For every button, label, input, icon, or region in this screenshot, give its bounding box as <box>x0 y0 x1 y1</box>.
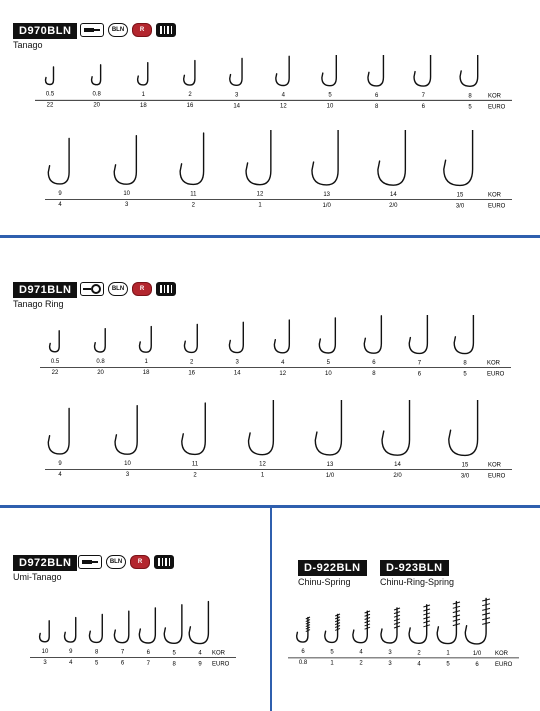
hook-shape <box>274 320 289 353</box>
euro-label: EURO <box>212 661 230 668</box>
kor-size-label: 7 <box>120 649 125 656</box>
kor-size-label: 14 <box>389 192 397 199</box>
r-badge: R <box>132 282 152 296</box>
euro-size-label: 2 <box>191 202 196 209</box>
euro-size-label: 16 <box>188 370 196 377</box>
euro-size-label: 3/0 <box>460 473 470 480</box>
euro-size-label: 4 <box>58 201 62 208</box>
hook-shape <box>40 621 50 642</box>
euro-size-label: 4 <box>69 660 73 667</box>
euro-size-label: 22 <box>51 369 59 376</box>
kor-size-label: 15 <box>461 462 469 469</box>
kor-size-label: 1 <box>141 91 146 98</box>
kor-size-label: 7 <box>421 93 426 100</box>
kor-size-label: 2 <box>188 92 192 99</box>
euro-size-label: 7 <box>146 661 151 667</box>
size-row <box>0 600 270 680</box>
kor-size-label: 3 <box>388 650 392 656</box>
euro-size-label: 2/0 <box>389 203 398 210</box>
euro-size-label: 9 <box>198 661 202 668</box>
bln-badge: BLN <box>106 555 126 569</box>
euro-size-label: 20 <box>93 102 101 109</box>
hook-shape <box>114 136 136 184</box>
euro-size-label: 10 <box>324 371 332 377</box>
euro-label: EURO <box>488 104 506 111</box>
kor-size-label: 2 <box>417 650 421 657</box>
kor-size-label: 9 <box>58 190 62 197</box>
size-row <box>0 315 540 385</box>
hook-shape <box>315 400 341 455</box>
kor-size-label: 0.8 <box>92 91 101 98</box>
spade-end-icon <box>78 555 102 569</box>
hook-shape <box>114 611 128 643</box>
hook-shape <box>140 327 152 353</box>
hook-shape <box>95 329 106 352</box>
kor-size-label: 10 <box>123 191 131 198</box>
r-badge: R <box>130 555 150 569</box>
kor-size-label: 11 <box>190 191 197 198</box>
hook-shape <box>138 63 148 85</box>
euro-label: EURO <box>495 661 513 668</box>
euro-size-label: 3/0 <box>455 203 465 210</box>
hook-shape <box>364 316 381 353</box>
euro-size-label: 5 <box>94 660 99 667</box>
product-name: Tanago <box>13 40 43 50</box>
hook-shape <box>180 133 203 184</box>
kor-size-label: 12 <box>259 461 266 468</box>
feature-badges <box>80 282 176 296</box>
euro-size-label: 6 <box>421 104 426 111</box>
kor-size-label: 14 <box>394 462 401 469</box>
hook-shape <box>139 608 155 643</box>
size-row <box>0 400 540 490</box>
euro-size-label: 1/0 <box>325 472 335 479</box>
kor-size-label: 4 <box>359 649 363 656</box>
hook-shape <box>368 55 383 86</box>
hook-shape <box>89 614 102 642</box>
hook-shape <box>229 322 243 352</box>
euro-size-label: 20 <box>97 370 104 376</box>
kor-size-label: 15 <box>456 192 464 199</box>
hook-shape <box>444 130 473 185</box>
euro-size-label: 5 <box>463 371 467 378</box>
kor-size-label: 1/0 <box>472 650 482 657</box>
hook-shape <box>312 130 338 185</box>
size-row <box>0 55 540 115</box>
kor-size-label: 0.5 <box>50 358 60 365</box>
kor-size-label: 2 <box>189 359 194 366</box>
hook-shape <box>246 130 271 184</box>
size-row <box>0 130 540 220</box>
euro-size-label: 6 <box>120 660 125 667</box>
euro-size-label: 3 <box>125 472 130 479</box>
euro-size-label: 4 <box>417 661 421 668</box>
kor-size-label: 9 <box>58 460 62 467</box>
hook-shape <box>382 400 409 455</box>
euro-size-label: 1/0 <box>322 202 331 209</box>
euro-size-label: 14 <box>233 370 241 377</box>
euro-size-label: 8 <box>372 371 376 378</box>
hook-shape <box>92 65 101 85</box>
kor-size-label: 6 <box>372 360 376 367</box>
hook-shape <box>115 406 137 454</box>
product-code: D972BLN <box>13 555 77 571</box>
euro-size-label: 8 <box>374 103 379 110</box>
barcode-icon <box>156 23 176 37</box>
kor-size-label: 11 <box>191 461 199 468</box>
feature-badges <box>78 555 174 569</box>
kor-size-label: 4 <box>281 359 285 366</box>
euro-size-label: 2 <box>359 660 363 667</box>
kor-size-label: 10 <box>41 648 49 655</box>
euro-size-label: 22 <box>46 102 54 109</box>
hook-shape <box>230 58 242 85</box>
product-code: D-922BLN <box>298 560 367 576</box>
kor-size-label: 3 <box>235 359 239 366</box>
kor-label: KOR <box>487 360 501 367</box>
euro-size-label: 5 <box>468 104 472 111</box>
euro-size-label: 18 <box>139 102 147 109</box>
euro-size-label: 10 <box>326 103 334 110</box>
section-divider <box>0 235 540 238</box>
hook-shape <box>46 67 54 85</box>
euro-size-label: 6 <box>475 661 479 668</box>
product-name: Tanago Ring <box>13 299 64 309</box>
hook-shape <box>319 318 335 353</box>
hook-shape <box>449 400 478 455</box>
euro-size-label: 8 <box>172 661 176 668</box>
bln-badge: BLN <box>108 23 128 37</box>
euro-size-label: 3 <box>388 661 392 667</box>
euro-size-label: 14 <box>233 103 241 110</box>
kor-label: KOR <box>495 650 509 657</box>
size-row <box>270 595 540 685</box>
hook-shape <box>48 138 69 184</box>
kor-size-label: 8 <box>468 93 472 100</box>
euro-label: EURO <box>488 203 506 210</box>
euro-size-label: 3 <box>124 202 129 209</box>
euro-label: EURO <box>487 371 505 378</box>
hook-shape <box>414 55 431 86</box>
euro-size-label: 16 <box>186 103 194 110</box>
kor-size-label: 7 <box>417 360 422 367</box>
kor-size-label: 10 <box>124 461 131 468</box>
hook-shape <box>276 56 289 85</box>
hook-shape <box>65 618 76 643</box>
r-badge: R <box>132 23 152 37</box>
euro-size-label: 4 <box>58 471 62 478</box>
hook-shape <box>184 324 197 352</box>
hook-shape <box>378 130 405 185</box>
product-code: D970BLN <box>13 23 77 39</box>
kor-size-label: 12 <box>256 191 264 198</box>
euro-size-label: 0.8 <box>298 660 308 667</box>
kor-size-label: 8 <box>94 649 99 656</box>
barcode-icon <box>156 282 176 296</box>
euro-size-label: 3 <box>43 659 47 666</box>
hook-shape <box>322 55 336 86</box>
kor-size-label: 1 <box>144 359 148 366</box>
kor-size-label: 4 <box>281 92 286 99</box>
kor-size-label: 5 <box>330 649 334 656</box>
kor-size-label: 4 <box>198 650 202 657</box>
kor-label: KOR <box>212 650 226 657</box>
kor-size-label: 5 <box>328 92 332 99</box>
kor-label: KOR <box>488 462 502 469</box>
kor-size-label: 1 <box>446 650 450 657</box>
hook-shape <box>409 315 427 353</box>
product-name: Umi-Tanago <box>13 572 62 582</box>
hook-shape <box>48 408 69 454</box>
kor-size-label: 6 <box>146 650 151 656</box>
euro-label: EURO <box>488 473 506 480</box>
kor-size-label: 5 <box>172 650 176 657</box>
hook-shape <box>50 331 60 352</box>
euro-size-label: 5 <box>446 661 450 668</box>
hook-shape <box>184 61 195 86</box>
kor-size-label: 13 <box>326 461 334 468</box>
euro-size-label: 2/0 <box>393 473 402 480</box>
barcode-icon <box>154 555 174 569</box>
kor-size-label: 0.5 <box>45 91 55 98</box>
hook-shape <box>164 605 182 644</box>
product-code-secondary: D-923BLN <box>380 560 449 576</box>
kor-size-label: 9 <box>69 649 73 656</box>
product-name-secondary: Chinu-Ring-Spring <box>380 577 455 587</box>
kor-size-label: 5 <box>326 360 331 366</box>
bln-badge: BLN <box>108 282 128 296</box>
spade-end-icon <box>80 23 104 37</box>
kor-label: KOR <box>488 93 502 100</box>
kor-size-label: 8 <box>463 360 467 367</box>
hook-shape <box>460 55 478 86</box>
kor-size-label: 6 <box>374 92 379 99</box>
euro-size-label: 12 <box>279 103 287 110</box>
hook-shape <box>182 403 205 454</box>
hook-shape <box>189 602 208 644</box>
euro-size-label: 6 <box>417 371 422 378</box>
euro-size-label: 12 <box>279 370 287 377</box>
kor-size-label: 6 <box>301 649 305 656</box>
euro-size-label: 1 <box>330 660 334 667</box>
kor-size-label: 13 <box>323 191 331 198</box>
product-code: D971BLN <box>13 282 77 298</box>
kor-label: KOR <box>488 192 502 199</box>
euro-size-label: 1 <box>260 472 265 479</box>
euro-size-label: 1 <box>258 202 262 209</box>
feature-badges <box>80 23 176 37</box>
hook-shape <box>454 315 473 354</box>
kor-size-label: 0.8 <box>96 359 105 365</box>
euro-size-label: 2 <box>193 472 197 479</box>
hook-shape <box>249 400 274 454</box>
ring-eye-icon <box>80 282 104 296</box>
kor-size-label: 3 <box>234 92 239 99</box>
product-name: Chinu-Spring <box>298 577 351 587</box>
euro-size-label: 18 <box>142 370 150 377</box>
